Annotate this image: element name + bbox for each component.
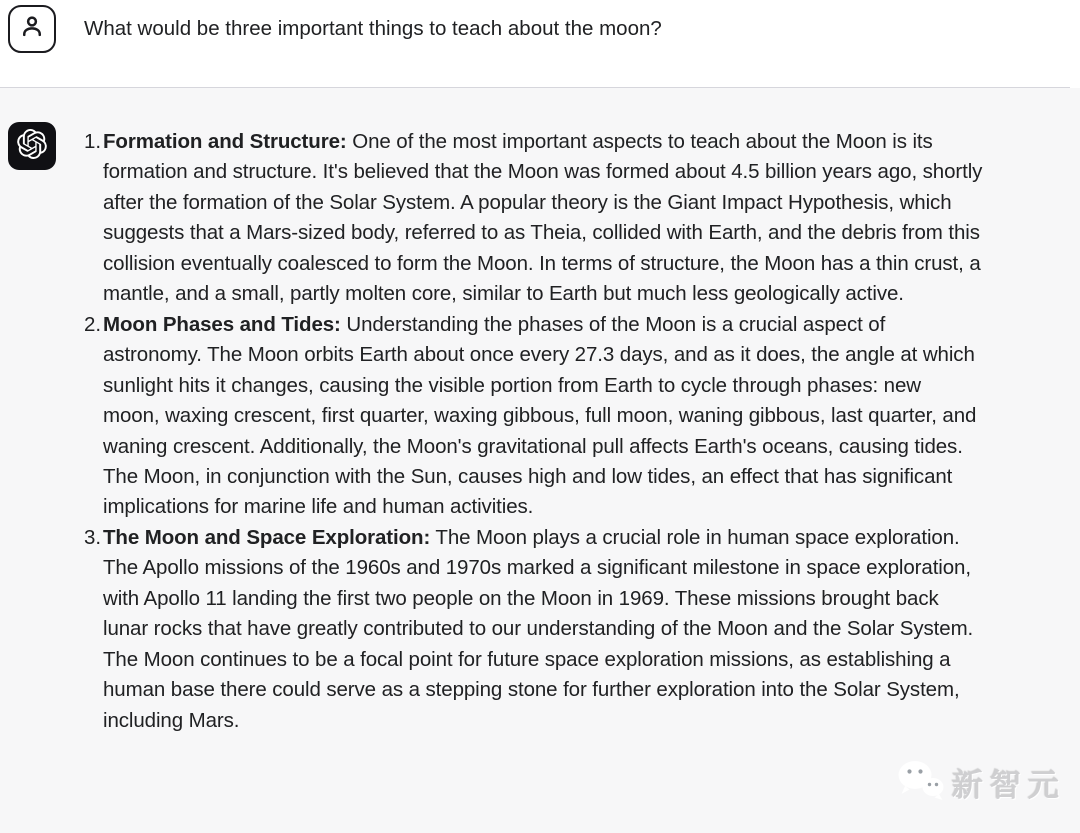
list-item-text: [103, 127, 983, 310]
list-item-number: 2.: [84, 312, 102, 336]
assistant-avatar: [8, 122, 56, 170]
list-item-text: [103, 310, 983, 523]
list-item-body: One of the most important aspects to teach about the Moon is its formation and structure. It's believed that the Moon was formed about 4.5 billion years ago, shortly after the formation of the Solar System. A popular theory is the Giant Impact Hypothesis, which suggests that a Mars-sized body, referred to as Theia, collided with Earth, and the debris from this collision eventually coalesced to form the Moon. In terms of structure, the Moon has a thin crust, a mantle, and a small, partly molten core, similar to Earth but much less geologically active.: [103, 130, 983, 306]
list-item: [84, 523, 983, 736]
assistant-message-row: [0, 88, 1080, 833]
list-item-heading: Formation and Structure:: [103, 130, 347, 153]
list-item-number: 3.: [84, 525, 102, 549]
answer-list: [84, 127, 983, 736]
list-item-heading: The Moon and Space Exploration:: [103, 525, 431, 549]
list-item-body: Understanding the phases of the Moon is a crucial aspect of astronomy. The Moon orbits Earth about once every 27.3 days, and as it does, the angle at which sunlight hits it changes, causing the visible portion from Earth to cycle through phases: new moon, waxing crescent, first quarter, waxing gibbous, full moon, waning gibbous, last quarter, and waning crescent. Additionally, the Moon's gravitational pull affects Earth's oceans, causing tides. The Moon, in conjunction with the Sun, causes high and low tides, an effect that has significant implications for marine life and human activities.: [103, 312, 977, 519]
list-item: [84, 310, 983, 523]
person-icon: [17, 12, 47, 47]
list-item-heading: Moon Phases and Tides:: [103, 312, 341, 336]
list-item: [84, 127, 983, 310]
list-item-text: [103, 523, 983, 736]
openai-logo-icon: [17, 129, 47, 164]
user-message-row: [0, 0, 1080, 87]
list-item-body: The Moon plays a crucial role in human space exploration. The Apollo missions of the 1960s and 1970s marked a significant milestone in space exploration, with Apollo 11 landing the first two people on the Moon in 1969. These missions brought back lunar rocks that have greatly contributed to our understanding of the Moon and the Solar System. The Moon continues to be a focal point for future space exploration missions, as establishing a human base there could serve as a stepping stone for further exploration into the Solar System, including Mars.: [103, 525, 974, 732]
watermark-text: 新智元: [952, 768, 1066, 803]
user-avatar: [8, 5, 56, 53]
assistant-answer: [84, 127, 983, 736]
list-item-number: 1.: [84, 130, 102, 153]
user-question-text: What would be three important things to teach about the moon?: [84, 17, 662, 40]
